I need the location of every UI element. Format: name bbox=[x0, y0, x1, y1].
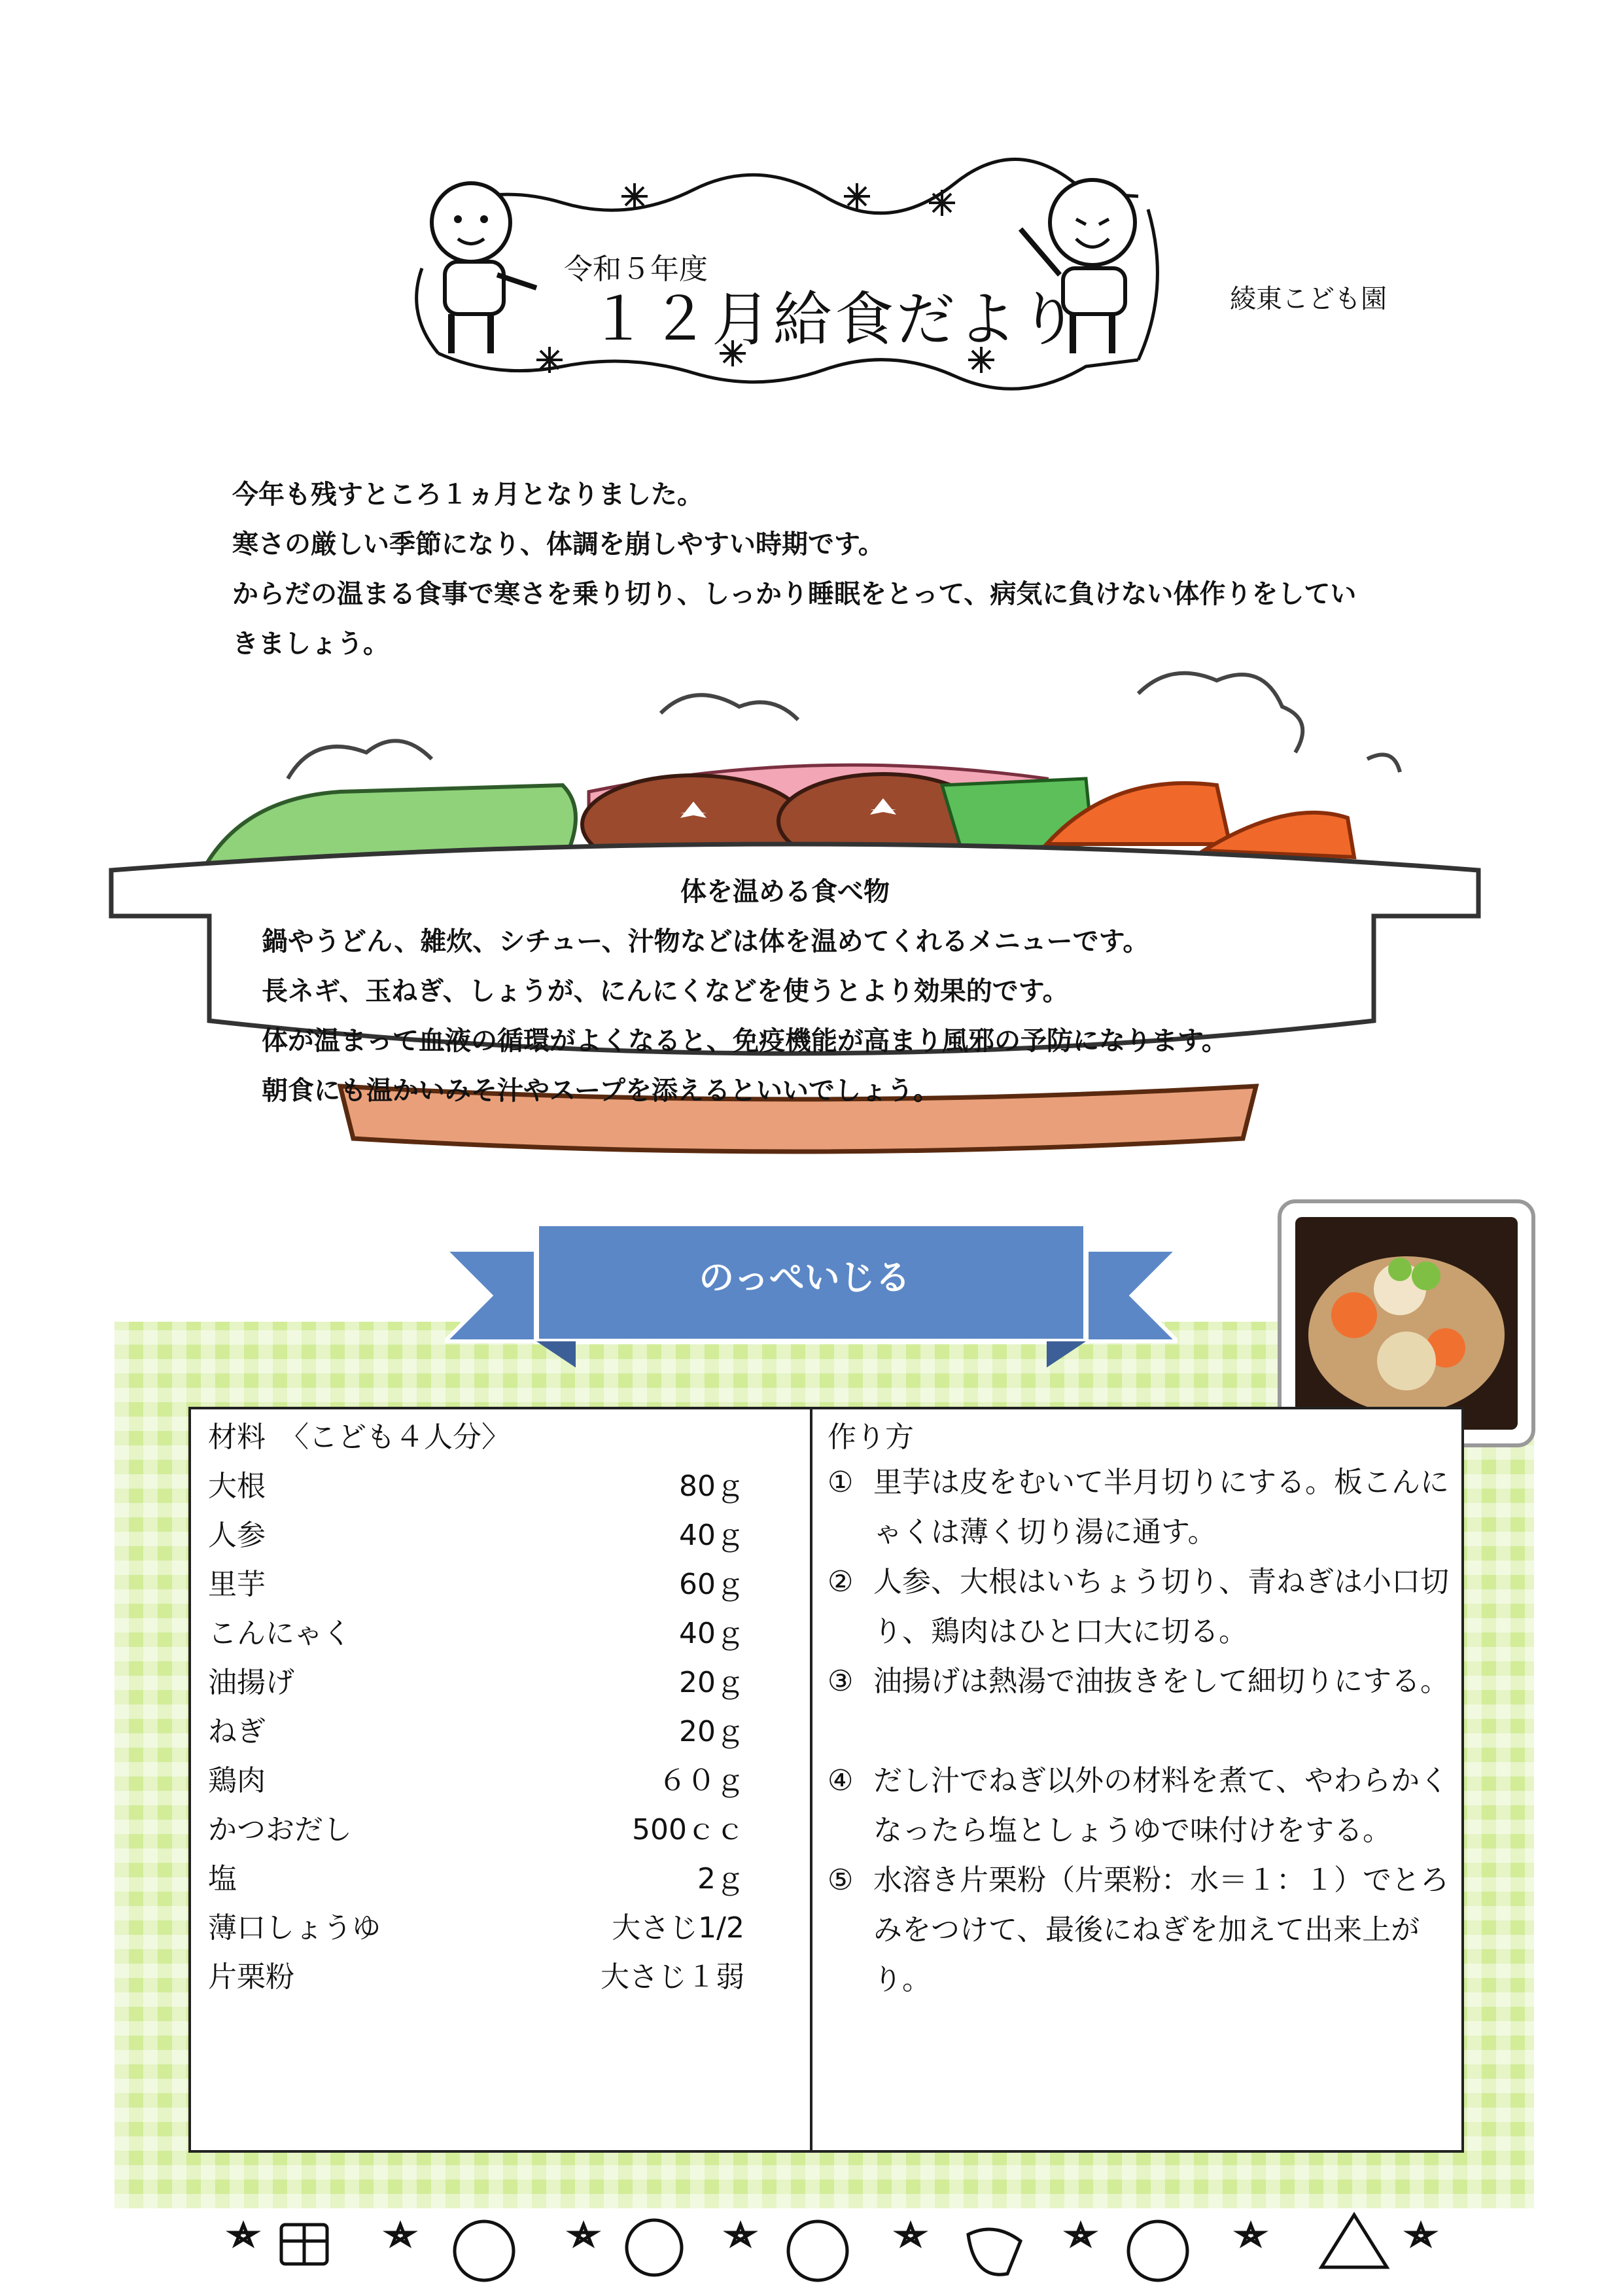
ingredient-row bbox=[208, 1855, 744, 1894]
step-number: ① bbox=[828, 1466, 854, 1499]
ingredient-row bbox=[208, 1904, 744, 1943]
step-text: 水溶き片栗粉（片栗粉：水＝１：１）でとろみをつけて、最後にねぎを加えて出来上がり。 bbox=[873, 1863, 1449, 1996]
step-number: ③ bbox=[828, 1665, 854, 1698]
child-icon bbox=[788, 2221, 847, 2280]
intro-line: きましょう。 bbox=[232, 629, 389, 659]
intro-line: からだの温まる食事で寒さを乗り切り、しっかり睡眠をとって、病気に負けない体作りをしてい bbox=[232, 579, 1357, 609]
intro-line: 今年も残すところ１ヵ月となりました。 bbox=[232, 480, 703, 510]
step-number: ② bbox=[828, 1565, 854, 1598]
ingredient-amount: 40ｇ bbox=[679, 1519, 744, 1552]
star-icon bbox=[389, 2225, 412, 2244]
ingredient-amount: 2ｇ bbox=[697, 1862, 744, 1896]
ingredient-name: 塩 bbox=[208, 1862, 237, 1896]
ingredient-amount: 20ｇ bbox=[679, 1666, 744, 1699]
ingredient-amount: 20ｇ bbox=[679, 1715, 744, 1748]
warming-foods-section bbox=[262, 867, 1308, 1116]
ingredient-row bbox=[208, 1757, 744, 1796]
ingredient-row bbox=[208, 1610, 744, 1649]
ingredient-amount: 500ｃｃ bbox=[632, 1813, 744, 1846]
ingredient-amount: 60ｇ bbox=[679, 1568, 744, 1601]
star-icon bbox=[1239, 2225, 1263, 2244]
ingredient-name: 薄口しょうゆ bbox=[208, 1911, 381, 1945]
tree-icon bbox=[1321, 2215, 1387, 2267]
ingredient-row bbox=[208, 1806, 744, 1845]
ingredient-row bbox=[208, 1462, 744, 1502]
ingredient-name: 油揚げ bbox=[208, 1666, 294, 1699]
recipe-title: のっぺいじる bbox=[699, 1257, 911, 1298]
star-icon bbox=[899, 2225, 922, 2244]
child-icon bbox=[1128, 2221, 1187, 2280]
step-text: 人参、大根はいちょう切り、青ねぎは小口切り、鶏肉はひと口大に切る。 bbox=[873, 1565, 1449, 1648]
ingredient-amount: 大さじ１弱 bbox=[601, 1960, 744, 1994]
ingredient-amount: ６０ｇ bbox=[658, 1764, 744, 1797]
step-text: 里芋は皮をむいて半月切りにする。板こんにゃくは薄く切り湯に通す。 bbox=[873, 1466, 1449, 1549]
star-icon bbox=[1409, 2225, 1433, 2244]
ingredient-name: こんにゃく bbox=[208, 1617, 352, 1650]
warming-foods-line: 朝食にも温かいみそ汁やスープを添えるといいでしょう。 bbox=[262, 1076, 939, 1106]
warming-foods-line: 体が温まって血液の循環がよくなると、免疫機能が高まり風邪の予防になります。 bbox=[262, 1026, 1228, 1056]
ingredient-name: ねぎ bbox=[208, 1715, 266, 1748]
footer-decoration bbox=[209, 2195, 1452, 2293]
steps-header: 作り方 bbox=[828, 1421, 914, 1454]
header-subtitle: 令和５年度 bbox=[564, 253, 708, 286]
star-icon bbox=[572, 2225, 595, 2244]
warming-foods-line: 長ネギ、玉ねぎ、しょうが、にんにくなどを使うとより効果的です。 bbox=[262, 976, 1069, 1006]
ingredient-amount: 大さじ1/2 bbox=[612, 1911, 744, 1945]
page-title: １２月給食だより bbox=[589, 285, 1081, 354]
recipe-step bbox=[828, 1856, 1449, 2005]
organization-name: 綾東こども園 bbox=[1230, 284, 1387, 314]
star-icon bbox=[1069, 2225, 1092, 2244]
child-icon bbox=[627, 2220, 682, 2275]
ingredient-amount: 80ｇ bbox=[679, 1470, 744, 1503]
ingredient-name: かつおだし bbox=[208, 1813, 352, 1846]
intro-line: 寒さの厳しい季節になり、体調を崩しやすい時期です。 bbox=[232, 529, 884, 559]
step-text: 油揚げは熱湯で油抜きをして細切りにする。 bbox=[873, 1665, 1449, 1698]
ingredient-name: 里芋 bbox=[208, 1568, 266, 1601]
ingredient-name: 鶏肉 bbox=[208, 1764, 266, 1797]
ingredient-row bbox=[208, 1708, 744, 1747]
step-number: ⑤ bbox=[828, 1863, 854, 1897]
mitten-icon bbox=[968, 2229, 1021, 2274]
child-left-icon bbox=[432, 183, 536, 353]
child-icon bbox=[455, 2221, 514, 2280]
warming-foods-line: 鍋やうどん、雑炊、シチュー、汁物などは体を温めてくれるメニューです。 bbox=[262, 927, 1149, 957]
star-icon bbox=[729, 2225, 752, 2244]
step-text: だし汁でねぎ以外の材料を煮て、やわらかくなったら塩としょうゆで味付けをする。 bbox=[873, 1764, 1449, 1847]
ingredient-amount: 40ｇ bbox=[679, 1617, 744, 1650]
ingredient-row bbox=[208, 1659, 744, 1698]
recipe-step bbox=[828, 1756, 1449, 1856]
ingredient-name: 人参 bbox=[208, 1519, 266, 1552]
ingredient-name: 大根 bbox=[208, 1470, 266, 1503]
recipe-step bbox=[828, 1458, 1449, 1557]
steam-icon bbox=[288, 673, 1400, 779]
ingredient-row bbox=[208, 1953, 744, 1992]
intro-paragraph bbox=[232, 470, 1423, 669]
ingredient-row bbox=[208, 1511, 744, 1551]
recipe-divider bbox=[810, 1407, 812, 2153]
ingredients-header: 材料 〈こども４人分〉 bbox=[208, 1421, 510, 1454]
recipe-step bbox=[828, 1657, 1449, 1706]
warming-foods-title: 体を温める食べ物 bbox=[680, 877, 890, 907]
step-number: ④ bbox=[828, 1764, 854, 1797]
ingredient-name: 片栗粉 bbox=[208, 1960, 294, 1994]
recipe-step bbox=[828, 1557, 1449, 1657]
ingredient-row bbox=[208, 1561, 744, 1600]
star-icon bbox=[232, 2225, 255, 2244]
